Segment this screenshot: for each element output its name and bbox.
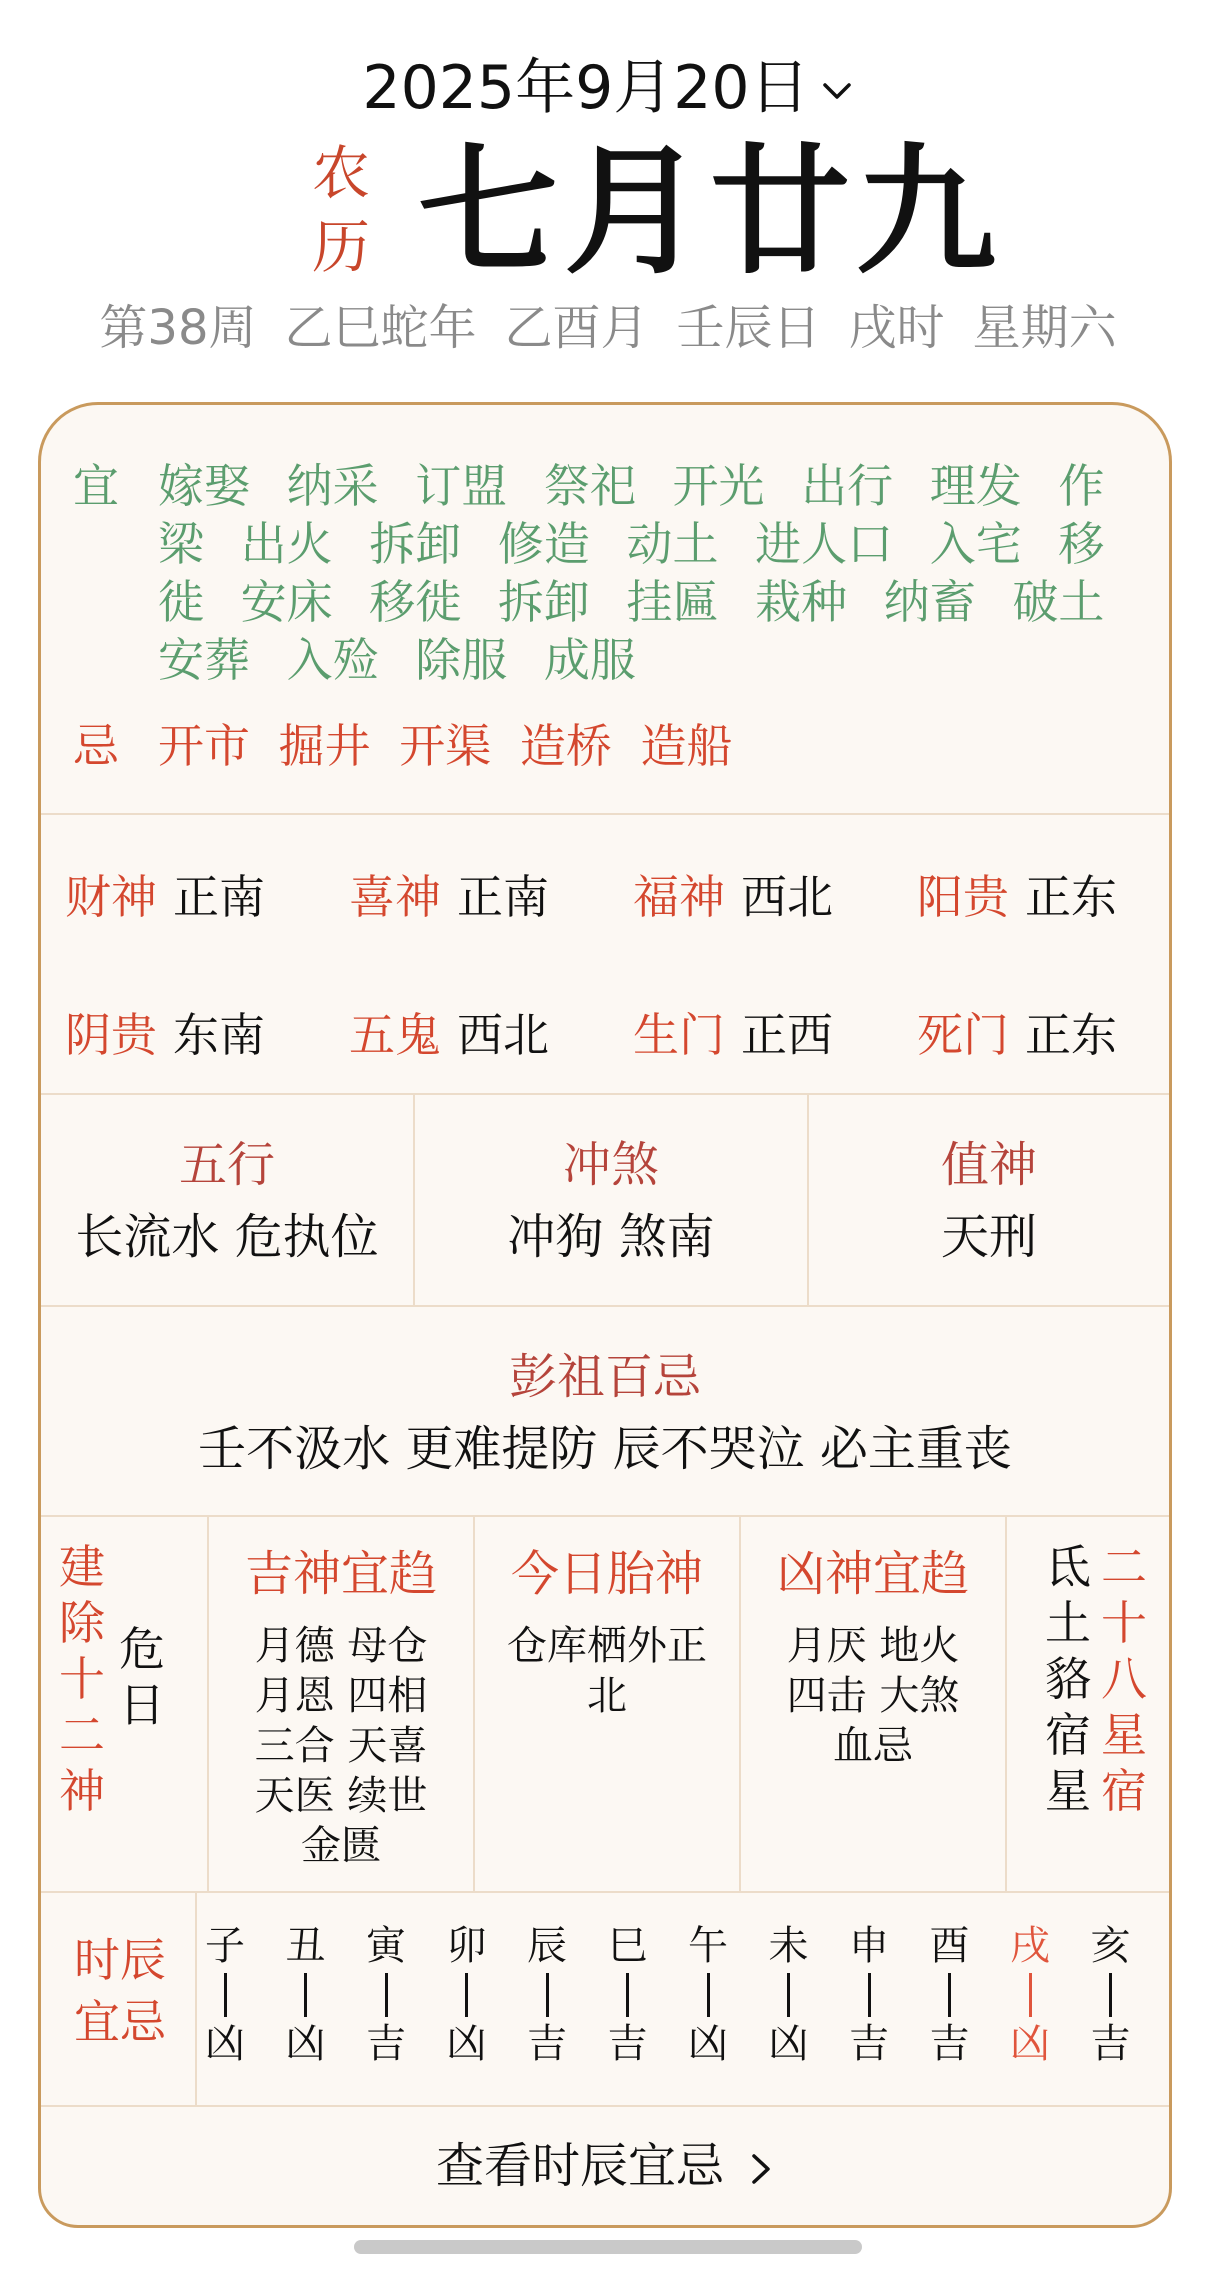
yi-item: 安葬 <box>158 633 250 687</box>
home-indicator[interactable] <box>354 2240 862 2254</box>
yi-item: 拆卸 <box>369 517 462 571</box>
ji-item: 开渠 <box>399 719 492 773</box>
hour-item[interactable] <box>598 1919 658 2071</box>
chongsha-cell: 冲煞 冲狗 煞南 <box>507 1137 715 1265</box>
god-item: 阴贵 东南 <box>65 1008 265 1062</box>
yi-item: 入宅 <box>929 517 1022 571</box>
ji-items <box>158 717 1143 775</box>
vertical-char: 宿 <box>1101 1764 1147 1818</box>
hour-result: 吉 <box>849 2021 889 2067</box>
list-line: 天医 续世 <box>254 1773 428 1819</box>
xiongshen-list <box>741 1621 1005 1771</box>
yi-item: 破土 <box>1012 575 1105 629</box>
wuxing-cell: 五行 长流水 危执位 <box>75 1137 379 1265</box>
vertical-char: 土 <box>1045 1596 1091 1650</box>
yi-item: 开光 <box>672 459 765 513</box>
view-shichen-button[interactable] <box>41 2107 1169 2225</box>
hour-item[interactable] <box>1081 1919 1141 2071</box>
direction-gods <box>41 815 1169 1093</box>
shichen-section <box>41 1893 1169 2105</box>
jishen-cell: 吉神宜趋 月德 母仓 月恩 四相 三合 天喜 天医 续世 金匮 <box>209 1517 473 1891</box>
date-selector[interactable] <box>0 52 1216 124</box>
yi-item: 出火 <box>240 517 333 571</box>
hour-result: 吉 <box>607 2021 648 2067</box>
vertical-char: 八 <box>1101 1652 1147 1706</box>
yi-item: 成服 <box>543 633 636 687</box>
hour-bar <box>626 1973 629 2017</box>
god-item: 财神 正南 <box>65 870 265 924</box>
zhishen-cell: 值神 天刑 <box>940 1137 1037 1265</box>
gods-columns <box>41 1517 1169 1891</box>
jianchu-value <box>117 1621 167 1733</box>
hour-zhi: 申 <box>849 1923 889 1969</box>
hour-result: 凶 <box>1010 2021 1050 2067</box>
ji-label: 忌 <box>73 719 119 773</box>
hour-zhi: 亥 <box>1090 1923 1131 1969</box>
hour-bar <box>948 1973 951 2017</box>
hour-bar <box>1029 1973 1032 2017</box>
chevron-right-icon[interactable] <box>748 2151 774 2187</box>
hour-result: 吉 <box>527 2021 567 2067</box>
pengzu-section: 彭祖百忌 壬不汲水 更难提防 辰不哭泣 必主重丧 <box>198 1349 1012 1477</box>
vertical-char: 宿 <box>1045 1708 1091 1762</box>
yi-item: 入殓 <box>286 633 379 687</box>
yi-item: 纳采 <box>286 459 379 513</box>
ji-section <box>73 717 1143 775</box>
wuxing-chongsha-zhishen <box>41 1095 1169 1305</box>
ji-item: 开市 <box>158 719 250 773</box>
ji-item: 造船 <box>640 719 733 773</box>
hour-item[interactable] <box>437 1919 497 2071</box>
hour-bar <box>707 1973 710 2017</box>
hour-bar <box>1109 1973 1112 2017</box>
hour-item[interactable] <box>276 1919 336 2071</box>
vertical-char: 建 <box>59 1540 105 1594</box>
yi-item: 嫁娶 <box>158 459 250 513</box>
vertical-char: 神 <box>59 1764 105 1818</box>
chevron-down-icon[interactable] <box>820 74 854 108</box>
hour-result: 凶 <box>446 2021 487 2067</box>
yi-item: 安床 <box>240 575 333 629</box>
hour-zhi: 午 <box>688 1923 728 1969</box>
ji-item: 造桥 <box>519 719 612 773</box>
yi-item: 除服 <box>415 633 508 687</box>
hour-bar <box>224 1973 227 2017</box>
yi-item: 动土 <box>626 517 719 571</box>
vertical-char: 除 <box>59 1596 105 1650</box>
date-text[interactable]: 2025年9月20日 <box>362 53 810 123</box>
vertical-char: 十 <box>1101 1596 1147 1650</box>
hour-bar <box>385 1973 388 2017</box>
yi-item: 拆卸 <box>497 575 590 629</box>
hour-item[interactable] <box>1000 1919 1060 2071</box>
god-item: 阳贵 正东 <box>917 870 1117 924</box>
vertical-char: 日 <box>119 1678 165 1732</box>
list-line: 仓库栖外正 <box>507 1623 707 1669</box>
hour-zhi: 子 <box>205 1923 245 1969</box>
vertical-char: 十 <box>59 1652 105 1706</box>
yi-items <box>158 457 1143 689</box>
jishen-list <box>209 1621 473 1871</box>
god-item: 喜神 正南 <box>349 870 549 924</box>
vertical-char: 二 <box>59 1708 105 1762</box>
list-line: 四击 大煞 <box>786 1673 960 1719</box>
list-line: 月厌 地火 <box>786 1623 960 1669</box>
yi-item: 订盟 <box>415 459 508 513</box>
vertical-char: 貉 <box>1045 1652 1091 1706</box>
vertical-char: 氐 <box>1045 1540 1091 1594</box>
vertical-char: 星 <box>1045 1764 1091 1818</box>
hour-result: 吉 <box>366 2021 406 2067</box>
yi-item: 作梁 <box>158 459 1105 571</box>
divider <box>1005 1517 1007 1891</box>
lunar-tag: 农 历 <box>311 139 370 281</box>
ji-item: 掘井 <box>278 719 371 773</box>
yi-label: 宜 <box>73 459 119 513</box>
taishen-cell: 今日胎神 仓库栖外正 北 <box>475 1517 739 1891</box>
hour-zhi: 酉 <box>929 1923 970 1969</box>
hour-item[interactable] <box>517 1919 577 2071</box>
hour-zhi: 辰 <box>527 1923 567 1969</box>
hour-item[interactable] <box>678 1919 738 2071</box>
hour-bar <box>868 1973 871 2017</box>
vertical-char: 危 <box>119 1622 165 1676</box>
hour-bar <box>465 1973 468 2017</box>
lunar-date: 七月廿九 <box>418 131 1003 294</box>
hour-result: 吉 <box>929 2021 970 2067</box>
list-line: 月德 母仓 <box>254 1623 428 1669</box>
hour-zhi: 丑 <box>285 1923 326 1969</box>
god-item: 五鬼 西北 <box>349 1008 549 1062</box>
list-line: 月恩 四相 <box>254 1673 428 1719</box>
yi-item: 出行 <box>801 459 894 513</box>
yi-item: 进人口 <box>755 517 894 571</box>
hour-item[interactable] <box>356 1919 416 2071</box>
list-line: 血忌 <box>833 1723 913 1769</box>
yi-item: 纳畜 <box>883 575 976 629</box>
hour-bar <box>787 1973 790 2017</box>
hour-result: 凶 <box>768 2021 809 2067</box>
hour-item[interactable] <box>195 1919 255 2071</box>
hour-item[interactable] <box>920 1919 980 2071</box>
vertical-char: 二 <box>1101 1540 1147 1594</box>
view-shichen-label[interactable]: 查看时辰宜忌 <box>435 2138 724 2194</box>
god-item: 死门 正东 <box>917 1008 1117 1062</box>
hour-zhi: 巳 <box>607 1923 648 1969</box>
hour-item[interactable] <box>759 1919 819 2071</box>
hour-result: 凶 <box>205 2021 245 2067</box>
yi-item: 移徙 <box>369 575 462 629</box>
yi-item: 理发 <box>929 459 1022 513</box>
jianchu-label <box>57 1539 107 1819</box>
hour-bar <box>546 1973 549 2017</box>
xiongshen-cell: 凶神宜趋 月厌 地火 四击 大煞 血忌 <box>741 1517 1005 1891</box>
hour-bar <box>304 1973 307 2017</box>
god-item: 福神 西北 <box>633 870 833 924</box>
yi-item: 修造 <box>497 517 590 571</box>
list-line: 北 <box>587 1673 627 1719</box>
yi-item: 栽种 <box>755 575 848 629</box>
hour-zhi: 寅 <box>366 1923 406 1969</box>
list-line: 三合 天喜 <box>254 1723 428 1769</box>
hour-result: 吉 <box>1090 2021 1131 2067</box>
yi-item: 挂匾 <box>626 575 719 629</box>
shichen-label: 时辰 宜忌 <box>74 1933 166 2049</box>
hour-zhi: 未 <box>768 1923 809 1969</box>
vertical-char: 星 <box>1101 1708 1147 1762</box>
ganzhi-info: 第38周 乙巳蛇年 乙酉月 壬辰日 戌时 星期六 <box>99 300 1117 356</box>
god-item: 生门 正西 <box>633 1008 833 1062</box>
list-line: 金匮 <box>301 1823 381 1869</box>
yi-item: 祭祀 <box>543 459 636 513</box>
xiu-label <box>1099 1539 1149 1819</box>
yi-item: 移徙 <box>158 517 1105 629</box>
almanac-card <box>38 402 1172 2228</box>
hour-zhi: 卯 <box>446 1923 487 1969</box>
hour-result: 凶 <box>285 2021 326 2067</box>
hour-result: 凶 <box>688 2021 728 2067</box>
hour-item[interactable] <box>839 1919 899 2071</box>
taishen-list <box>475 1621 739 1721</box>
xiu-value <box>1043 1539 1093 1819</box>
hour-zhi: 戌 <box>1010 1923 1050 1969</box>
yi-section <box>73 457 1143 689</box>
